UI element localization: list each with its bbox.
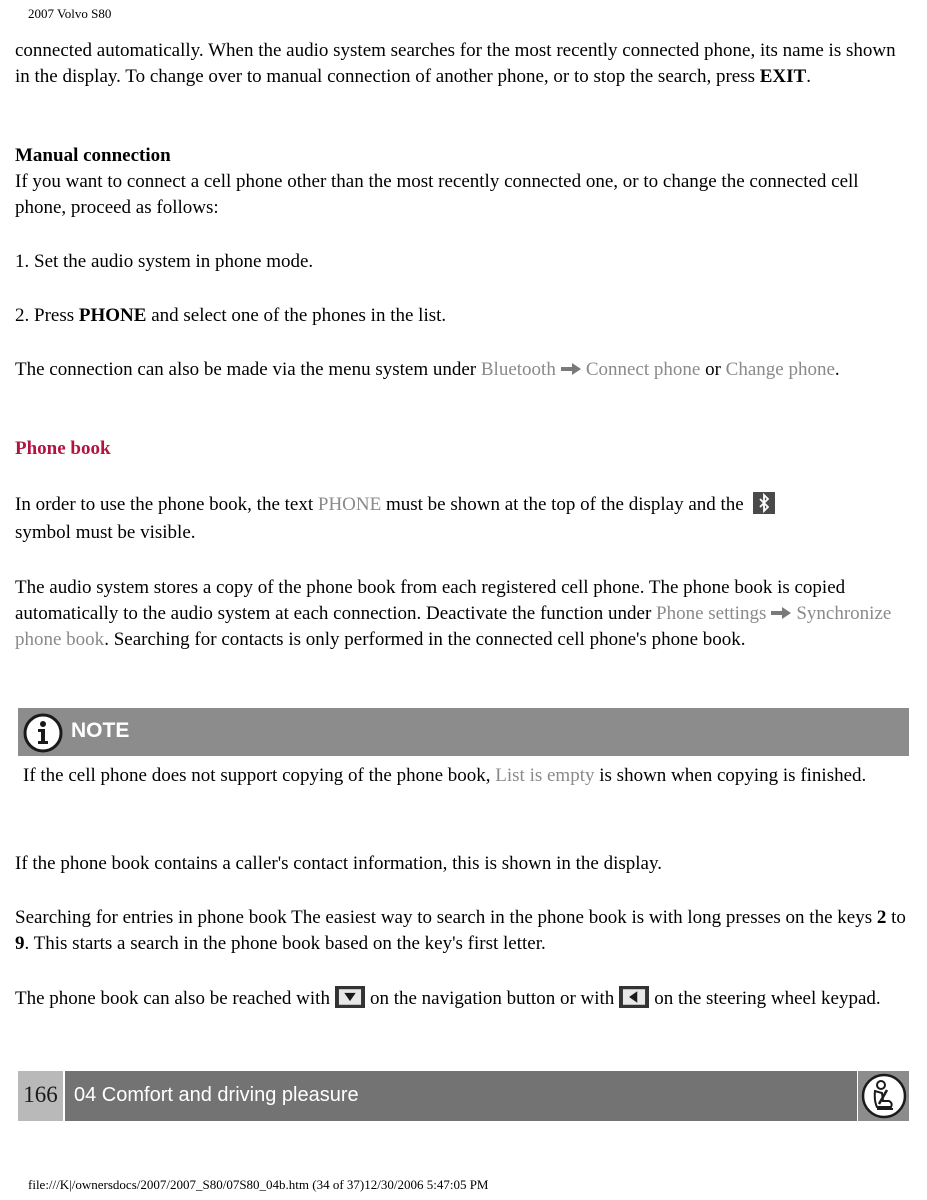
exit-key-label: EXIT [759, 66, 807, 87]
file-path: file:///K|/ownersdocs/2007/2007_S80/07S80_04b.htm (34 of 37)12/30/2006 5:47:05 PM [28, 1177, 489, 1192]
text: The connection can also be made via the menu system under [15, 359, 481, 380]
note-banner [18, 708, 909, 756]
text: connected automatically. When the audio system searches for the most recently connected phone, its name is shown in the display. To change over to manual connection of another phone, or to stop the search, press [15, 40, 896, 87]
text: or [700, 359, 726, 380]
page-number: 166 [23, 1082, 58, 1107]
section-title: 04 Comfort and driving pleasure [74, 1084, 359, 1106]
text: The audio system stores a copy of the phone book from each registered cell phone. The phone book is copied automatically to the audio system at each connection. Deactivate the function under [15, 577, 846, 624]
text: . [806, 66, 811, 87]
down-arrow-key-icon [335, 986, 365, 1008]
text: . This starts a search in the phone book based on the key's first letter. [24, 933, 546, 954]
bluetooth-icon [753, 492, 775, 514]
text: Searching for entries in phone book The easiest way to search in the phone book is with long presses on the keys [15, 907, 877, 928]
text: In order to use the phone book, the text [15, 494, 318, 515]
manual-connection-heading: Manual connection [15, 145, 171, 166]
text: is shown when copying is finished. [594, 765, 867, 786]
text: must be shown at the top of the display and the [381, 494, 744, 515]
phone-key-label: PHONE [78, 305, 147, 326]
left-arrow-key-icon [619, 986, 649, 1008]
note-label: NOTE [71, 719, 130, 742]
text: 2. Press [15, 305, 79, 326]
menu-bluetooth: Bluetooth [480, 359, 556, 380]
manual-connection-section [15, 143, 910, 221]
phone-book-heading: Phone book [15, 438, 111, 459]
text: . [834, 359, 840, 380]
paragraph-menu-connection [15, 357, 910, 383]
menu-change-phone: Change phone [725, 359, 835, 380]
text: on the navigation button or with [369, 988, 615, 1009]
display-text-list-empty: List is empty [495, 765, 595, 786]
text: If the cell phone does not support copying of the phone book, [23, 765, 496, 786]
text: on the steering wheel keypad. [654, 988, 881, 1009]
text: . Searching for contacts is only performed in the connected cell phone's phone book. [104, 629, 746, 650]
text: to [886, 907, 906, 928]
paragraph-navigation [15, 985, 910, 1013]
document-title: 2007 Volvo S80 [28, 6, 112, 21]
right-arrow-icon [770, 606, 792, 620]
menu-synchronize-phone-book: Synchronize phone book [15, 603, 892, 650]
info-icon [22, 712, 64, 754]
menu-connect-phone: Connect phone [585, 359, 701, 380]
right-arrow-icon [560, 362, 582, 376]
note-text [23, 763, 903, 789]
key-2-label: 2 [876, 907, 887, 928]
paragraph-auto-connect [15, 38, 910, 90]
paragraph-phone-book-intro [15, 491, 910, 547]
manual-connection-text: If you want to connect a cell phone other than the most recently connected one, or to change the connected cell phone, proceed as follows: [15, 171, 859, 218]
paragraph-search-entries [15, 905, 910, 957]
text: symbol must be visible. [15, 522, 196, 543]
text: The phone book can also be reached with [15, 988, 330, 1009]
step-1: 1. Set the audio system in phone mode. [15, 251, 314, 272]
menu-phone-settings: Phone settings [656, 603, 767, 624]
paragraph-phone-book-copy [15, 575, 910, 653]
step-2 [15, 303, 910, 329]
key-9-label: 9 [15, 933, 25, 954]
paragraph-caller-info: If the phone book contains a caller's contact information, this is shown in the display. [15, 853, 662, 874]
text: and select one of the phones in the list. [146, 305, 447, 326]
display-text-phone: PHONE [317, 494, 382, 515]
seat-belt-icon [861, 1073, 907, 1119]
